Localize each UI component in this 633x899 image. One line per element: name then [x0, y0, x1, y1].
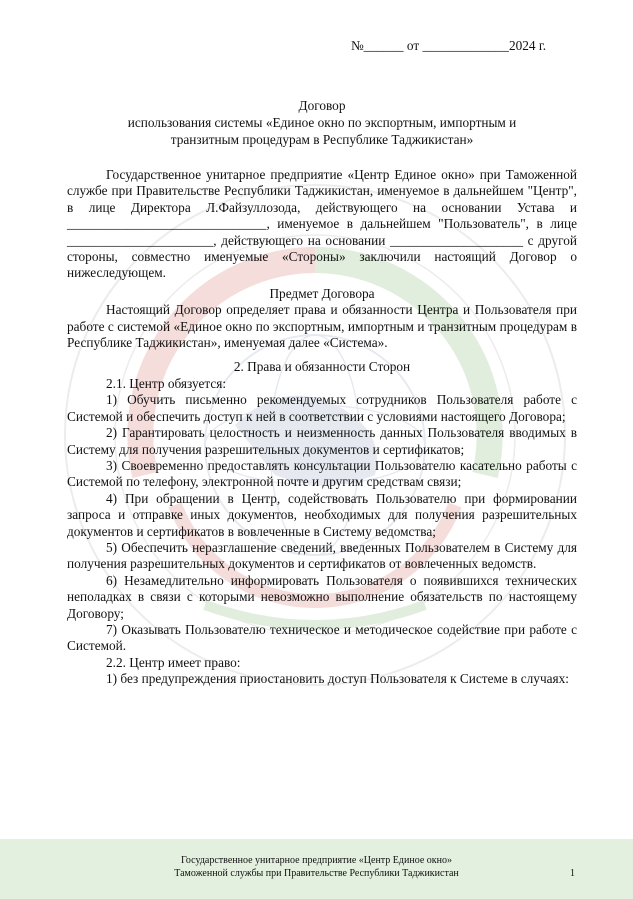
- rights-item: 1) без предупреждения приостановить доступ Пользователя к Системе в случаях:: [106, 671, 570, 687]
- title-line-3: транзитным процедурам в Республике Таджикистан»: [170, 132, 474, 147]
- section-1-heading: Предмет Договора: [269, 285, 375, 301]
- intro-paragraph: Государственное унитарное предприятие «Центр Единое окно» при Таможенной службе при Правительстве Республики Таджикистан, именуемое в дальнейшем "Центр", в лице Директора Л.Файзуллозода, действующего на основании Устава и ______________________________, именуемое в дальнейшем "Пользователь", в лице ______________________, действующего на основании ____________________ с другой стороны, совместно именуемые «Стороны» заключили настоящий Договор о нижеследующем.: [67, 167, 577, 281]
- title-line-2: использования системы «Единое окно по экспортным, импортным и: [127, 115, 517, 130]
- obligation-item: 4) При обращении в Центр, содействовать Пользователю при формировании запроса и отправке иных документов, необходимых для получения разрешительных документов и сертификатов в вовлеченные в Систему ведомства;: [67, 490, 577, 539]
- title-line-1: Договор: [298, 98, 346, 113]
- obligation-item: 2) Гарантировать целостность и неизменность данных Пользователя вводимых в Систему для получения разрешительных документов и сертификатов;: [67, 425, 577, 457]
- subsection-2-1: 2.1. Центр обязуется:: [106, 375, 227, 391]
- obligation-item: 7) Оказывать Пользователю техническое и методическое содействие при работе с Системой.: [67, 621, 577, 654]
- obligation-item: 3) Своевременно предоставлять консультации Пользователю касательно работы с Системой по телефону, электронной почте и другим средствам связи;: [67, 457, 577, 490]
- page-footer: [0, 839, 633, 899]
- footer-line-1: Государственное унитарное предприятие «Центр Единое окно»: [181, 855, 452, 866]
- section-2-heading: 2. Права и обязанности Сторон: [233, 359, 411, 375]
- obligation-item: 6) Незамедлительно информировать Пользователя о появившихся технических неполадках в связи с которыми невозможно выполнение обязательств по настоящему Договору;: [67, 572, 577, 621]
- section-1-text: Настоящий Договор определяет права и обязанности Центра и Пользователя при работе с системой «Единое окно по экспортным, импортным и транзитным процедурам в Республике Таджикистан», именуемая далее «Система».: [67, 302, 577, 351]
- footer-line-2: Таможенной службы при Правительстве Республики Таджикистан: [174, 868, 459, 879]
- document-body: [67, 167, 577, 688]
- page-number: 1: [570, 868, 575, 879]
- obligation-item: 5) Обеспечить неразглашение сведений, введенных Пользователем в Систему для получения разрешительных документов и сертификатов от вовлеченных ведомств.: [67, 539, 577, 572]
- contract-number-date: №______ от _____________2024 г.: [351, 38, 547, 53]
- obligation-item: 1) Обучить письменно рекомендуемых сотрудников Пользователя работе с Системой и обеспечить доступ к ней в соответствии с условиями настоящего Договора;: [67, 392, 577, 424]
- subsection-2-2: 2.2. Центр имеет право:: [106, 654, 241, 670]
- document-title: [67, 97, 577, 148]
